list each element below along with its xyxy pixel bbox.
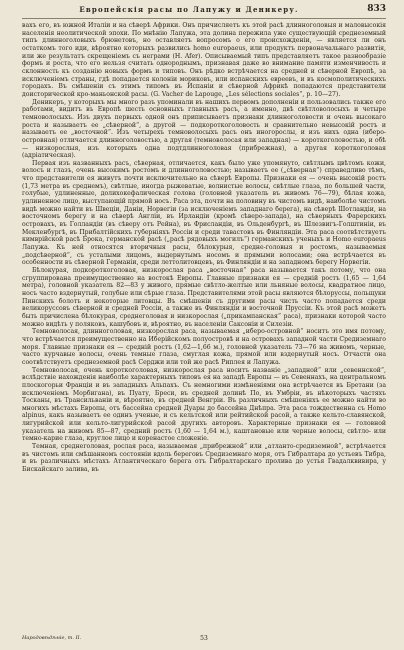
paragraph: Темная, среднеголовая, рослая раса, называемая „прибрежной“ или „атланто-средиземной“, встрѣчается въ чистомъ или смѣшанномъ состояніи вдоль береговъ Средиземнаго моря, отъ Гибралтара до устьевъ Тибра, и въ различныхъ мѣстахъ Атлантическаго берега отъ Гибралтарскаго пролива до устья Гвадалквивира, у Бискайскаго залива, въ (22, 443, 386, 474)
paragraph: Деникеръ, у которыхъ мы много разъ упоминали въ нашихъ первомъ дополненіи и пользовались также его работами, видитъ въ Европѣ шесть основныхъ главныхъ расъ, а именно, двѣ свѣтловолосыхъ и четыре темноволосыхъ. Изъ двухъ первыхъ одной онъ приписываетъ признаки длинноголовости и очень высокаго роста и называетъ ее „сѣверной“, а другой — подкороткоголовость и сравнительно невысокій ростъ и называетъ ее „восточной“. Изъ четырехъ темноволосыхъ расъ онъ иногорослы, и изъ нихъ одна (иберо-островная) отличается длинноголовостью, а другая (темноволосая или западная) — короткоголовостью, и обѣ — низкорослыя, изъ которыхъ одна подтдлинноголовая (прибрежная), а другая короткоголовая (адріатическая). (22, 98, 386, 160)
signature-mark: 53 (200, 635, 208, 642)
paragraph: Первая изъ названныхъ расъ, сѣверная, отличается, какъ было уже упомянуто, свѣтлымъ цвѣтомъ кожи, волосъ и глазъ, очень высокимъ ростомъ и длинноголовостью; называетъ ее („сѣверная“) справедливо тѣмъ, что представители ея живутъ почти исключительно на сѣверѣ Европы. Признаки ея — очень высокій ростъ (1,73 метра въ среднемъ), свѣтлые, иногда рыжеватые, волнистые волосы, свѣтлые глаза, по большей части, голубые, удлиненные, долихокефалическая голова (головной указатель въ живомъ 76—79), бѣлая кожа, удлиненное лицо, выступающій прямой носъ. Раса эта, почти на половину въ чистомъ видѣ, наиболѣе чистомъ видѣ можно найти въ Швеціи, Даніи, Норвегіи (за исключеніемъ западнаго берега), на сѣверѣ Шотландіи, на восточномъ берегу и на сѣверѣ Англіи, въ Ирландіи (кромѣ сѣверо-запада), на сѣверныхъ Фарерскихъ островахъ, въ Голландіи (въ сѣверу отъ Рейна), въ Фрисландіи, въ Ольденбургѣ, въ Шлезвигъ-Голштиніи, въ Мекленбургѣ, въ Прибалтійскихъ губерніяхъ Россіи и среди тавастовъ въ Финляндіи. Эта раса соотвѣтствуетъ кимврійской расѣ Брока, германской расѣ („расѣ рядовыхъ могилъ“) германскихъ ученыхъ и Homo europaeus Лапужа. Къ ней относятся вторичныя расы, бѣлокурыя, средне-головыя и ростомъ, называемыя „подсѣверной“, съ усталыми лицомъ, выдернутымъ носомъ и прямыми волосами; она встрѣчается въ особенности въ сѣверной Германіи, среди леттолитовцевъ, въ Финляндіи и на западномъ берегу Норвегіи. (22, 159, 386, 267)
page-number: 833 (367, 4, 386, 14)
signature-note: Народовѣдѣніе, т. II. (22, 635, 82, 641)
paragraph: Бѣлокурая, подкороткоголовая, низкорослая раса „восточная“ раса называется такъ потому, что она сгруппирована преимущественно на востокѣ Европы. Главные признаки ея — средній ростъ (1,65 — 1,64 метра), головной указатель 82—83 у живого, прямые свѣтло-желтые или льняные волосы, квадратное лицо, носъ часто вздернутый, голубые или сѣрые глаза. Представителями этой расы являются бѣлоруссы, польщуки Пинскихъ болотъ и некоторые литовцы. Въ смѣшеніи съ другими расы чисть часто попадается среди великоруссовъ сѣверной и средней Россіи, а также въ Финляндіи и восточной Пруссіи. Къ этой расѣ можетъ быть причислена бѣлокурая, среднеголовая и низкорослая („прикампанская“ раса), признаки которой часто можно видѣть у поляковъ, кашубовъ и, вѣроятно, въ населеніи Саксоніи и Силезіи. (22, 267, 386, 328)
paragraph: Темноволосая, длинноголовая, низкорослая раса, называемая „иберо-островной“ носитъ это имя потому, что встрѣчается преимущественно на Иберійскомъ полуостровѣ и на островахъ западной части Средиземнаго моря. Главные признаки ея — средній ростъ (1,62—1,66 м.), головной указатель 73—76 на живомъ, черные, часто курчавые волосы, очень темные глаза, смуглая кожа, прямой или вздернутый носъ. Отчасти она соотвѣтствуетъ среднеземной расѣ Серджи или той же расѣ Риплея и Лапужа. (22, 328, 386, 366)
body-text (22, 22, 386, 474)
running-head (22, 4, 386, 19)
paragraph: вахъ его, въ южной Италіи и на сѣверѣ Африки. Онъ причисляетъ къ этой расѣ длинноголовыя и маловысокія населенія неолитической эпохи. По мнѣнію Лапужа, эта долина пережила уже существующій среднеземный типъ длинноголовыхъ брюнетовъ, но оставляетъ вопросомъ о его происхожденіи, — является ли онъ остаткомъ того иди, вѣроятно которыхъ развились homo europaeus, или продуктъ первоначальнаго развитія, или же результатъ скрещеніемъ съ неграми (H. Afer). Описываемый типъ представляетъ такое разнообразіе формъ и роста, что его нельзя считать однороднымъ, признавая даже во внимание памяти изменчивость и склонность къ созданію новыхъ формъ и типовъ. Онъ рѣдко встрѣчается на средней и сѣверной Европѣ, за исключеніемъ страны, гдѣ попадается колоніи мориковъ, или испанскихъ евреевъ, и въ космополитическихъ городахъ. Въ смѣшеніи съ этимъ типомъ въ Испаніи и сѣверной Африкѣ попадаются представители доисторической кро-маньонской расы. (G. Vacher de Lapouge, „Les sélections sociales“, p. 10—27). (22, 22, 386, 98)
page-footer (22, 635, 386, 645)
running-title: Европейскія расы по Лапужу и Деникеру. (79, 5, 299, 14)
paragraph: Темноволосая, очень короткоголовая, низкорослая раса носитъ названіе „западной“ или „севеннской“, вслѣдствіе нахожденія наиболѣе характерныхъ типовъ ея на западѣ Европы — въ Севеннахъ, на центральномъ плоскогорьи Франціи и въ западныхъ Альпахъ. Съ немногими измѣненіями она встрѣчается въ Бретани (за исключеніемъ Морбигана), въ Пуату, Бреси, въ средней долинѣ По, въ Умбріи, въ нѣкоторыхъ частяхъ Тосканы, въ Трансильваніи и, вѣроятно, въ средней Венгріи. Въ различныхъ смѣшеніяхъ ее можно найти во многихъ мѣстахъ Европы, отъ бассейна средней Дуары до бассейна Днѣпра. Эта раса тождественна съ Homo alpinus, какъ называетъ ее одинъ ученые, и съ кельтской или рейтийской расой, а также кельто-славянской, лигурийской или кельто-лигурийской расой другихъ авторовъ. Характерные признаки ея — головной указатель на живомъ 85—87, средний ростъ (1,60 — 1,64 м.), каштановые или черные волосы, свѣтло- или темно-карие глаза, круглое лицо и коренастое сложеніе. (22, 366, 386, 443)
